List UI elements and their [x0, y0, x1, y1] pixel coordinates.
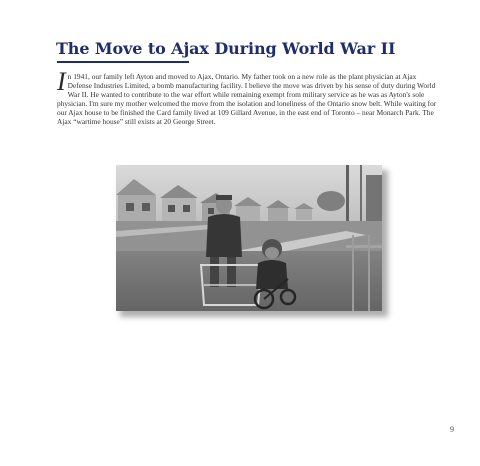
page-title: The Move to Ajax During World War II [56, 39, 396, 58]
drop-cap: I [57, 67, 66, 96]
title-underline [57, 61, 189, 63]
body-paragraph [57, 67, 437, 127]
historical-photo [116, 165, 382, 311]
page-number: 9 [450, 425, 454, 434]
photo-icon [116, 165, 382, 311]
body-text: n 1941, our family left Ayton and moved to Ajax, Ontario. My father took on a new role as the plant physician at Ajax Defense Industries Limited, a bomb manufacturing facility. I believe the move was driven by his sense of duty during World War II. He wanted to contribute to the war effort while remaining exempt from military service as he was as Ayton's sole physician. I'm sure my mother welcomed the move from the isolation and loneliness of the Ontario snow belt. While waiting for our Ajax house to be finished the Card family lived at 109 Gillard Avenue, in the east end of Toronto – near Monarch Park. The Ajax “wartime house” still exists at 20 George Street. [57, 72, 437, 127]
